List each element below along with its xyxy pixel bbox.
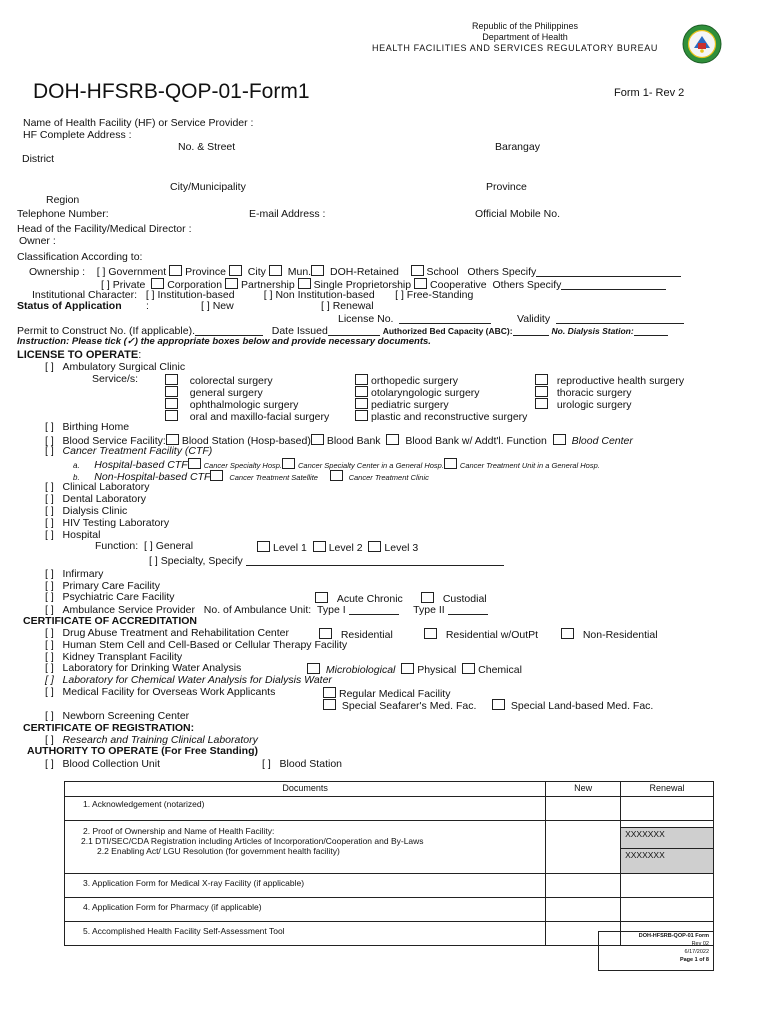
barangay-label: Barangay: [495, 141, 540, 153]
colorectal-label: colorectal surgery: [189, 375, 273, 387]
doh-retained-label: DOH-Retained: [330, 266, 399, 278]
permit-label: Permit to Construct No. (If applicable).: [17, 325, 195, 337]
function-label: Function:: [95, 540, 139, 552]
water-tests-row: [307, 663, 522, 677]
orthopedic-label: orthopedic surgery: [371, 375, 458, 387]
footer-code: DOH-HFSRB-QOP-01 Form: [638, 933, 709, 939]
general-surgery-checkbox[interactable]: [165, 386, 178, 397]
newborn-bracket[interactable]: [ ]: [45, 710, 54, 722]
doc-3-new-cell[interactable]: [546, 874, 621, 898]
table-row: [65, 821, 714, 874]
license-no-row: [338, 313, 491, 326]
clinical-lab-label: Clinical Laboratory: [62, 481, 150, 493]
non-hosp-ctf-letter: b.: [73, 473, 80, 482]
level3-label: Level 3: [384, 542, 419, 554]
hospital-row: [45, 530, 100, 542]
dialysis-clinic-bracket[interactable]: [ ]: [45, 505, 54, 517]
dialysis-label: No. Dialysis Station:: [551, 326, 634, 336]
specialty-bracket[interactable]: [ ]: [149, 555, 158, 567]
birthing-label: Birthing Home: [62, 421, 130, 433]
custodial-label: Custodial: [442, 593, 487, 605]
city-checkbox[interactable]: [229, 265, 242, 276]
status-colon: :: [146, 300, 149, 312]
school-checkbox[interactable]: [411, 265, 424, 276]
level3-checkbox[interactable]: [368, 541, 381, 552]
services-label: Service/s:: [92, 373, 139, 385]
telephone-label: Telephone Number:: [17, 208, 109, 220]
lab-drinking-label: Laboratory for Drinking Water Analysis: [62, 662, 242, 674]
chemical-checkbox[interactable]: [462, 663, 475, 674]
drug-abuse-row: [45, 628, 289, 640]
private-bracket[interactable]: [ ]: [101, 279, 110, 291]
dental-lab-bracket[interactable]: [ ]: [45, 493, 54, 505]
level2-checkbox[interactable]: [313, 541, 326, 552]
dental-lab-label: Dental Laboratory: [62, 493, 146, 505]
district-label: District: [22, 153, 55, 165]
single-prop-checkbox[interactable]: [298, 278, 311, 289]
footer-date: 6/17/2022: [684, 948, 709, 955]
regular-medical-label: Regular Medical Facility: [339, 688, 451, 700]
type2-line[interactable]: [448, 604, 488, 615]
head-label: Head of the Facility/Medical Director :: [17, 223, 192, 235]
others-specify2-label: Others Specify: [492, 279, 562, 291]
lab-drinking-row: [45, 663, 241, 675]
colorectal-checkbox[interactable]: [165, 374, 178, 385]
ctf-row: [45, 446, 212, 458]
free-standing-label: Free-Standing: [406, 289, 474, 301]
bed-capacity-line[interactable]: [513, 325, 549, 336]
header-republic: Republic of the Philippines: [471, 21, 579, 31]
footer-rev: Rev 02: [691, 940, 709, 947]
cancer-specialty-center-label: Cancer Specialty Center in a General Hosp.: [298, 461, 444, 470]
level2-label: Level 2: [328, 542, 363, 554]
stem-cell-label: Human Stem Cell and Cell-Based or Cellular Therapy Facility: [62, 639, 348, 651]
blood-collection-label: Blood Collection Unit: [62, 758, 160, 770]
non-inst-bracket[interactable]: [ ]: [263, 289, 273, 301]
newborn-label: Newborn Screening Center: [62, 710, 190, 722]
drug-abuse-bracket[interactable]: [ ]: [45, 627, 54, 639]
blood-station-hosp-checkbox[interactable]: [166, 434, 179, 445]
infirmary-bracket[interactable]: [ ]: [45, 568, 54, 580]
residential-outpt-checkbox[interactable]: [424, 628, 437, 639]
cancer-treatment-unit-checkbox[interactable]: [444, 458, 457, 469]
ato-heading: AUTHORITY TO OPERATE (For Free Standing): [27, 745, 259, 757]
physical-checkbox[interactable]: [401, 663, 414, 674]
others-specify-label: Others Specify: [467, 266, 537, 278]
hosp-ctf-letter: a.: [73, 461, 80, 470]
school-label: School: [426, 266, 459, 278]
blood-bank-addtl-checkbox[interactable]: [386, 434, 399, 445]
primary-care-bracket[interactable]: [ ]: [45, 580, 54, 592]
dialysis-clinic-row: [45, 506, 127, 518]
documents-table: [64, 781, 714, 946]
cancer-specialty-hosp-checkbox[interactable]: [188, 458, 201, 469]
residential-label: Residential: [340, 629, 393, 641]
date-issued-label: Date Issued: [271, 325, 328, 337]
ato-blood-station-row: [262, 759, 342, 771]
dialysis-line[interactable]: [634, 325, 668, 336]
province-label: Province: [486, 181, 527, 193]
blood-center-checkbox[interactable]: [553, 434, 566, 445]
oral-checkbox[interactable]: [165, 410, 178, 421]
corporation-checkbox[interactable]: [151, 278, 164, 289]
renewal-header: Renewal: [621, 782, 714, 797]
doc-3-renewal-cell[interactable]: [621, 874, 714, 898]
orthopedic-checkbox[interactable]: [355, 374, 368, 385]
stem-cell-row: [45, 640, 347, 652]
lab-chemical-dialysis-label: Laboratory for Chemical Water Analysis for Dialysis Water: [62, 674, 332, 686]
non-hosp-ctf-label: Non-Hospital-based CTF: [94, 471, 211, 483]
drug-abuse-label: Drug Abuse Treatment and Rehabilitation Center: [62, 627, 289, 639]
table-row: [65, 898, 714, 922]
single-prop-label: Single Proprietorship: [313, 279, 412, 291]
inst-based-label: Institution-based: [157, 289, 235, 301]
table-row: [65, 797, 714, 821]
free-standing-bracket[interactable]: [ ]: [395, 289, 404, 301]
government-label: Government: [108, 266, 167, 278]
form-title: DOH-HFSRB-QOP-01-Form1: [33, 80, 310, 103]
lab-drinking-bracket[interactable]: [ ]: [45, 662, 54, 674]
urologic-checkbox[interactable]: [535, 398, 548, 409]
general-fn-label: General: [155, 540, 194, 552]
classification-label: Classification According to:: [17, 251, 143, 263]
thoracic-checkbox[interactable]: [535, 386, 548, 397]
lab-chemical-dialysis-bracket[interactable]: [ ]: [45, 674, 54, 686]
psychiatric-label: Psychiatric Care Facility: [62, 591, 175, 603]
land-based-label: Special Land-based Med. Fac.: [510, 700, 654, 712]
research-bracket[interactable]: [ ]: [45, 734, 54, 746]
doc-5: 5. Accomplished Health Facility Self-Assessment Tool: [65, 922, 546, 946]
urologic-option[interactable]: [535, 398, 632, 412]
blood-service-bracket[interactable]: [ ]: [45, 435, 54, 447]
no-street-label: No. & Street: [178, 141, 236, 153]
doc-2-new-cell[interactable]: [546, 821, 621, 874]
type1-line[interactable]: [349, 604, 399, 615]
doc-1: 1. Acknowledgement (notarized): [65, 797, 546, 821]
doc-2-renewal-cell: [621, 821, 714, 874]
ato-blood-station-bracket[interactable]: [ ]: [262, 758, 271, 770]
doc-4-new-cell[interactable]: [546, 898, 621, 922]
residential-checkbox[interactable]: [319, 628, 332, 639]
doc-2-cell: [65, 821, 546, 874]
doc-1-renewal-cell[interactable]: [621, 797, 714, 821]
owner-label: Owner :: [19, 235, 56, 247]
otolaryngologic-label: otolaryngologic surgery: [371, 387, 480, 399]
ofw-medical-bracket[interactable]: [ ]: [45, 686, 54, 698]
non-residential-option[interactable]: [561, 628, 658, 642]
specialty-label: Specialty, Specify: [160, 555, 243, 567]
reproductive-label: reproductive health surgery: [556, 375, 685, 387]
footer-doc-info: [598, 931, 714, 971]
level1-checkbox[interactable]: [257, 541, 270, 552]
footer-page: Page 1 of 8: [679, 956, 709, 963]
ownership-label: Ownership :: [29, 266, 86, 278]
oral-option[interactable]: [165, 410, 329, 424]
email-label: E-mail Address :: [249, 208, 326, 220]
others-specify-line[interactable]: [536, 266, 681, 277]
header-bureau: HEALTH FACILITIES AND SERVICES REGULATORY BUREAU: [372, 43, 658, 53]
doc-2-2-renewal-na: XXXXXXX: [621, 849, 713, 873]
inst-char-label: Institutional Character:: [32, 289, 138, 301]
renewal-label: Renewal: [332, 300, 374, 312]
infirmary-label: Infirmary: [62, 568, 104, 580]
hiv-lab-row: [45, 518, 169, 530]
blood-center-label: Blood Center: [571, 435, 633, 447]
doh-seal-icon: [682, 24, 722, 64]
government-bracket[interactable]: [ ]: [96, 266, 106, 278]
mobile-label: Official Mobile No.: [475, 208, 561, 220]
general-fn-bracket[interactable]: [ ]: [144, 540, 153, 552]
thoracic-label: thoracic surgery: [556, 387, 632, 399]
city-option-label: City: [247, 266, 266, 278]
specialty-row: [149, 555, 504, 568]
mun-checkbox[interactable]: [269, 265, 282, 276]
header-department: Department of Health: [482, 32, 568, 42]
asc-row: [45, 362, 185, 374]
bed-capacity-label: Authorized Bed Capacity (ABC):: [382, 326, 513, 336]
hiv-lab-label: HIV Testing Laboratory: [62, 517, 170, 529]
instruction-text: Instruction: Please tick (✓) the appropriate boxes below and provide necessary documents.: [17, 336, 431, 347]
cancer-treatment-unit-label: Cancer Treatment Unit in a General Hosp.: [459, 461, 600, 470]
ophthalmologic-checkbox[interactable]: [165, 398, 178, 409]
doc-2-2: 2.2 Enabling Act/ LGU Resolution (for government health facility): [97, 846, 340, 856]
blood-collection-bracket[interactable]: [ ]: [45, 758, 54, 770]
oral-label: oral and maxillo-facial surgery: [189, 411, 330, 423]
doc-1-new-cell[interactable]: [546, 797, 621, 821]
pediatric-checkbox[interactable]: [355, 398, 368, 409]
province-checkbox[interactable]: [169, 265, 182, 276]
cooperative-checkbox[interactable]: [414, 278, 427, 289]
ambulance-label: Ambulance Service Provider: [62, 604, 196, 616]
city-label: City/Municipality: [170, 181, 246, 193]
seafarer-option[interactable]: [323, 699, 476, 713]
partnership-label: Partnership: [241, 279, 295, 291]
plastic-option[interactable]: [355, 410, 527, 424]
ambulance-bracket[interactable]: [ ]: [45, 604, 54, 616]
blood-station-hosp-label: Blood Station (Hosp-based): [181, 435, 311, 447]
cor-heading: CERTIFICATE OF REGISTRATION:: [23, 722, 195, 734]
cancer-clinic-checkbox[interactable]: [330, 470, 343, 481]
table-row: [65, 874, 714, 898]
clinical-lab-bracket[interactable]: [ ]: [45, 481, 54, 493]
urologic-label: urologic surgery: [556, 399, 632, 411]
lab-chemical-dialysis-row: [45, 675, 332, 687]
clinical-lab-row: [45, 482, 150, 494]
date-issued-line[interactable]: [328, 325, 380, 336]
non-residential-label: Non-Residential: [582, 629, 658, 641]
province-option-label: Province: [185, 266, 226, 278]
acute-chronic-label: Acute Chronic: [336, 593, 403, 605]
form-revision: Form 1- Rev 2: [614, 87, 685, 99]
reproductive-checkbox[interactable]: [535, 374, 548, 385]
land-based-option[interactable]: [492, 699, 653, 713]
asc-label: Ambulatory Surgical Clinic: [62, 361, 186, 373]
lto-heading: [17, 349, 141, 361]
new-label: New: [212, 300, 234, 312]
hospital-label: Hospital: [62, 529, 101, 541]
partnership-checkbox[interactable]: [225, 278, 238, 289]
blood-service-label: Blood Service Facility:: [62, 435, 166, 447]
land-based-checkbox[interactable]: [492, 699, 505, 710]
birthing-row: [45, 422, 129, 434]
documents-header: Documents: [65, 782, 546, 797]
license-no-label: License No.: [338, 313, 394, 325]
no-ambulance-label: No. of Ambulance Unit:: [203, 604, 312, 616]
ato-blood-station-label: Blood Station: [279, 758, 342, 770]
permit-line[interactable]: [195, 325, 263, 336]
validity-row: [517, 313, 684, 326]
dental-lab-row: [45, 494, 146, 506]
research-label: Research and Training Clinical Laboratory: [62, 734, 258, 746]
status-label: Status of Application: [17, 300, 122, 312]
hosp-ctf-label: Hospital-based CTF: [94, 459, 188, 471]
stem-cell-bracket[interactable]: [ ]: [45, 639, 54, 651]
cooperative-label: Cooperative: [430, 279, 487, 291]
cancer-satellite-label: Cancer Treatment Satellite: [229, 473, 318, 482]
plastic-label: plastic and reconstructive surgery: [371, 411, 528, 423]
lto-heading-text: LICENSE TO OPERATE: [17, 349, 139, 361]
cancer-specialty-center-checkbox[interactable]: [282, 458, 295, 469]
non-inst-label: Non Institution-based: [275, 289, 375, 301]
blood-bank-checkbox[interactable]: [311, 434, 324, 445]
blood-bank-addtl-label: Blood Bank w/ Addt'l. Function: [405, 435, 547, 447]
plastic-checkbox[interactable]: [355, 410, 368, 421]
residential-outpt-option[interactable]: [424, 628, 538, 642]
table-header-row: [65, 782, 714, 797]
physical-label: Physical: [417, 664, 457, 676]
license-no-line[interactable]: [399, 313, 491, 324]
new-header: New: [546, 782, 621, 797]
lto-heading-colon: :: [138, 349, 142, 361]
microbiological-label: Microbiological: [325, 664, 396, 676]
new-bracket[interactable]: [ ]: [201, 300, 210, 312]
private-label: Private: [112, 279, 146, 291]
level1-label: Level 1: [273, 542, 307, 554]
level-row: [257, 541, 418, 555]
non-residential-checkbox[interactable]: [561, 628, 574, 639]
doc-4-renewal-cell[interactable]: [621, 898, 714, 922]
primary-care-label: Primary Care Facility: [62, 580, 160, 592]
cancer-satellite-checkbox[interactable]: [210, 470, 223, 481]
renewal-bracket[interactable]: [ ]: [321, 300, 330, 312]
cancer-specialty-hosp-label: Cancer Specialty Hosp.: [203, 461, 283, 470]
kidney-label: Kidney Transplant Facility: [62, 651, 183, 663]
doh-retained-checkbox[interactable]: [311, 265, 324, 276]
type1-label: Type I: [317, 604, 346, 616]
cancer-clinic-label: Cancer Treatment Clinic: [348, 473, 429, 482]
corporation-label: Corporation: [167, 279, 223, 291]
general-surgery-label: general surgery: [189, 387, 263, 399]
type2-label: Type II: [413, 604, 445, 616]
doc-2-1-renewal-na: XXXXXXX: [621, 827, 713, 849]
blood-collection-row: [45, 759, 160, 771]
coa-heading: CERTIFICATE OF ACCREDITATION: [23, 615, 198, 627]
ofw-medical-row: [45, 687, 275, 699]
mun-option-label: Mun.: [287, 266, 312, 278]
newborn-row: [45, 711, 189, 723]
ophthalmologic-label: ophthalmologic surgery: [189, 399, 299, 411]
microbiological-checkbox[interactable]: [307, 663, 320, 674]
specialty-line[interactable]: [246, 555, 504, 566]
doc-2: 2. Proof of Ownership and Name of Health Facility:: [83, 826, 275, 836]
function-row: [95, 541, 193, 553]
hf-address-label: HF Complete Address :: [23, 129, 132, 141]
ownership-row: [29, 265, 681, 279]
asc-bracket[interactable]: [ ]: [45, 361, 54, 373]
otolaryngologic-checkbox[interactable]: [355, 386, 368, 397]
birthing-bracket[interactable]: [ ]: [45, 421, 54, 433]
regular-medical-checkbox[interactable]: [323, 687, 336, 698]
custodial-checkbox[interactable]: [421, 592, 434, 603]
others-specify2-line[interactable]: [561, 279, 666, 290]
status-renewal[interactable]: [321, 301, 374, 313]
psychiatric-bracket[interactable]: [ ]: [45, 591, 54, 603]
doc-2-1: 2.1 DTI/SEC/CDA Registration including Articles of Incorporation/Cooperation and By-Laws: [81, 836, 424, 846]
blood-bank-label: Blood Bank: [326, 435, 381, 447]
validity-line[interactable]: [556, 313, 684, 324]
psychiatric-row: [45, 592, 175, 604]
hiv-lab-bracket[interactable]: [ ]: [45, 517, 54, 529]
hf-name-label: Name of Health Facility (HF) or Service Provider :: [23, 117, 254, 129]
status-new[interactable]: [201, 301, 234, 313]
region-label: Region: [46, 194, 80, 206]
hospital-bracket[interactable]: [ ]: [45, 529, 54, 541]
seafarer-label: Special Seafarer's Med. Fac.: [341, 700, 477, 712]
infirmary-row: [45, 569, 103, 581]
residential-outpt-label: Residential w/OutPt: [445, 629, 539, 641]
kidney-bracket[interactable]: [ ]: [45, 651, 54, 663]
inst-based-bracket[interactable]: [ ]: [145, 289, 155, 301]
doc-3: 3. Application Form for Medical X-ray Facility (if applicable): [65, 874, 546, 898]
seafarer-checkbox[interactable]: [323, 699, 336, 710]
ofw-medical-label: Medical Facility for Overseas Work Applicants: [62, 686, 276, 698]
ctf-label: Cancer Treatment Facility (CTF): [62, 445, 213, 457]
dialysis-clinic-label: Dialysis Clinic: [62, 505, 128, 517]
ctf-bracket[interactable]: [ ]: [45, 445, 54, 457]
doc-4: 4. Application Form for Pharmacy (if applicable): [65, 898, 546, 922]
chemical-label: Chemical: [478, 664, 522, 676]
pediatric-label: pediatric surgery: [371, 399, 449, 411]
acute-chronic-checkbox[interactable]: [315, 592, 328, 603]
validity-label: Validity: [517, 313, 551, 325]
